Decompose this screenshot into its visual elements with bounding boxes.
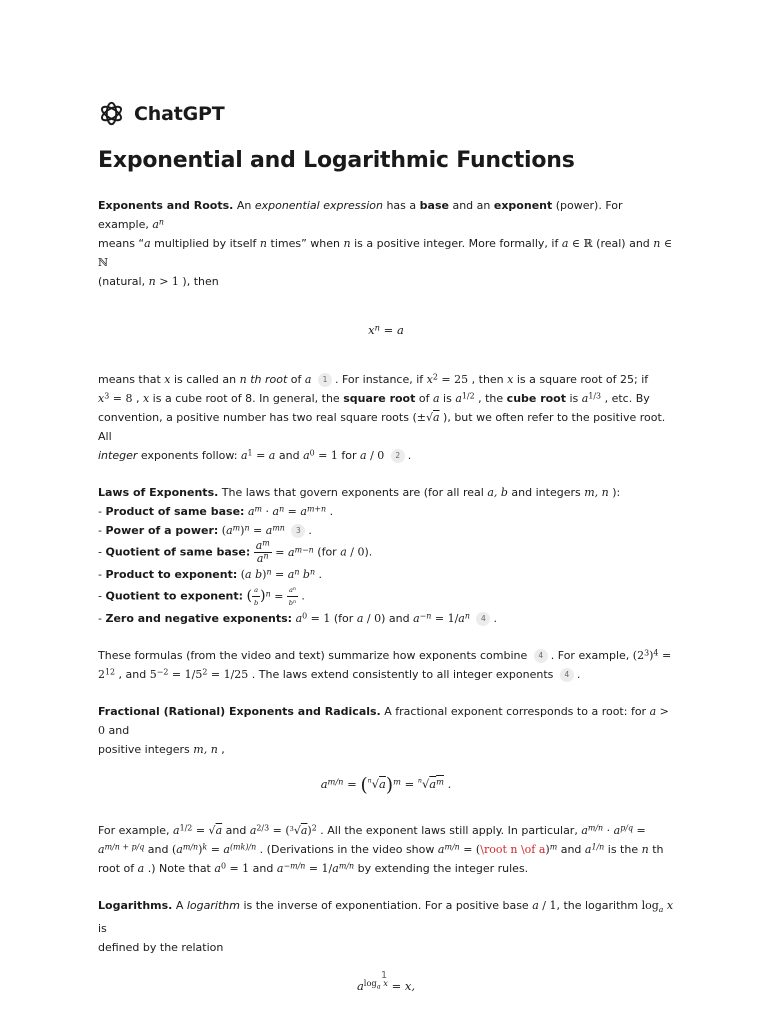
law-zero-negative: Zero and negative exponents: [105,612,293,625]
citation-badge[interactable]: 4 [560,668,574,682]
math: $a^n$ [152,217,164,231]
section-heading: Logarithms. [98,899,173,912]
citation-badge[interactable]: 3 [291,524,305,538]
brand-header [98,100,224,127]
section-heading: Exponents and Roots. [98,199,234,212]
equation-logarithm-definition: $a^{log_a x} = x$, [356,978,416,994]
page-number: 1 [380,970,388,981]
paragraph-summary: These formulas (from the video and text) summarize how exponents combine 4 . For example, $(2^3)^4$ = $2^{12}$ , and $5^{-2} = 1/5^2 = 1/25$ . The laws extend consistently to all integer exponents 4 . [98,648,672,681]
paragraph-laws: Laws of Exponents. The laws that govern exponents are (for all real a, b and integers m, n ): - Product of same base: $a^m \cdot a^n = a^{m+n}$ . - Power of a power: $(a^m)^n = a^{mn}$ 3 . - Quotient of same base: $\frac{a^m}{a^n}$ = $a^{m-n}$ (for a / 0). - Product to exponent: (a $b)^n = a^n$ $b^n$ . - Quotient to exponent: ( $\frac{a}{b}$ )$^n$ = $\frac{a^n}{b^n}$ . - Zero and negative exponents: $a^0 = 1$ (for a / 0) and $a^{-n} = 1/a^n$ 4 . [98,486,621,625]
law-product-same-base: Product of same base: [105,505,245,518]
citation-badge[interactable]: 4 [534,649,548,663]
unrendered-latex: \root n \of a [480,843,546,856]
law-quotient-to-exponent: Quotient to exponent: [105,589,244,603]
paragraph-exponents: Exponents and Roots. An exponential expression has a base and an exponent (power). For example, $a^n$ means “a multiplied by itself n times” when n is a positive integer. More formally, if a ∈ ℝ (real) and n ∈ ℕ (natural, n > 1 ), then [98,199,673,288]
law-quotient-same-base: Quotient of same base: [105,545,251,559]
equation-fractional-exponent: $a^{m/n} = (^n√a)^m = ^n√a^m$ . [320,775,452,796]
law-power-of-power: Power of a power: [105,524,219,537]
document-body [98,196,674,996]
section-heading: Laws of Exponents. [98,486,219,499]
citation-badge[interactable]: 2 [391,449,405,463]
paragraph-fractional-examples: For example, $a^{1/2} = √a$ and $a^{2/3} = (^3√a)^2$ . All the exponent laws still apply. In particular, $a^{m/n} \cdot a^{p/q}$ = $a^{m/n + p/q}$ and $(a^{m/n})^k = a^{(mk)/n}$ . (Derivations in the video show $a^{m/n}$ = (\root n \of a)$^m$ and $a^{1/n}$ is the n th root of a .) Note that $a^0 = 1$ and $a^{-m/n} = 1/a^{m/n}$ by extending the integer rules. [98,823,664,875]
section-heading: Fractional (Rational) Exponents and Radicals. [98,705,381,718]
law-product-to-exponent: Product to exponent: [105,568,238,581]
openai-logo-icon [98,100,125,127]
paragraph-fractional: Fractional (Rational) Exponents and Radicals. A fractional exponent corresponds to a root: for a > 0 and positive integers m, n , [98,705,669,756]
brand-name: ChatGPT [134,102,225,125]
paragraph-logarithms: Logarithms. A logarithm is the inverse of exponentiation. For a positive base a / 1, the logarithm $\log_a x$ is defined by the relation [98,899,674,955]
page-title: Exponential and Logarithmic Functions [98,148,575,173]
citation-badge[interactable]: 4 [476,612,490,626]
paragraph-roots: means that x is called an n th root of a 1 . For instance, if $x^2 = 25$ , then x is a square root of 25; if $x^3 = 8$ , x is a cube root of 8. In general, the square root of a is $a^{1/2}$ , the cube root is $a^{1/3}$ , etc. By convention, a positive number has two real square roots (±√a ), but we often refer to the positive root. All integer exponents follow: $a^1 = a$ and $a^0 = 1$ for a / 0 2 . [98,372,666,462]
equation-root-definition: $x^n = a$ [368,322,404,337]
citation-badge[interactable]: 1 [318,373,332,387]
